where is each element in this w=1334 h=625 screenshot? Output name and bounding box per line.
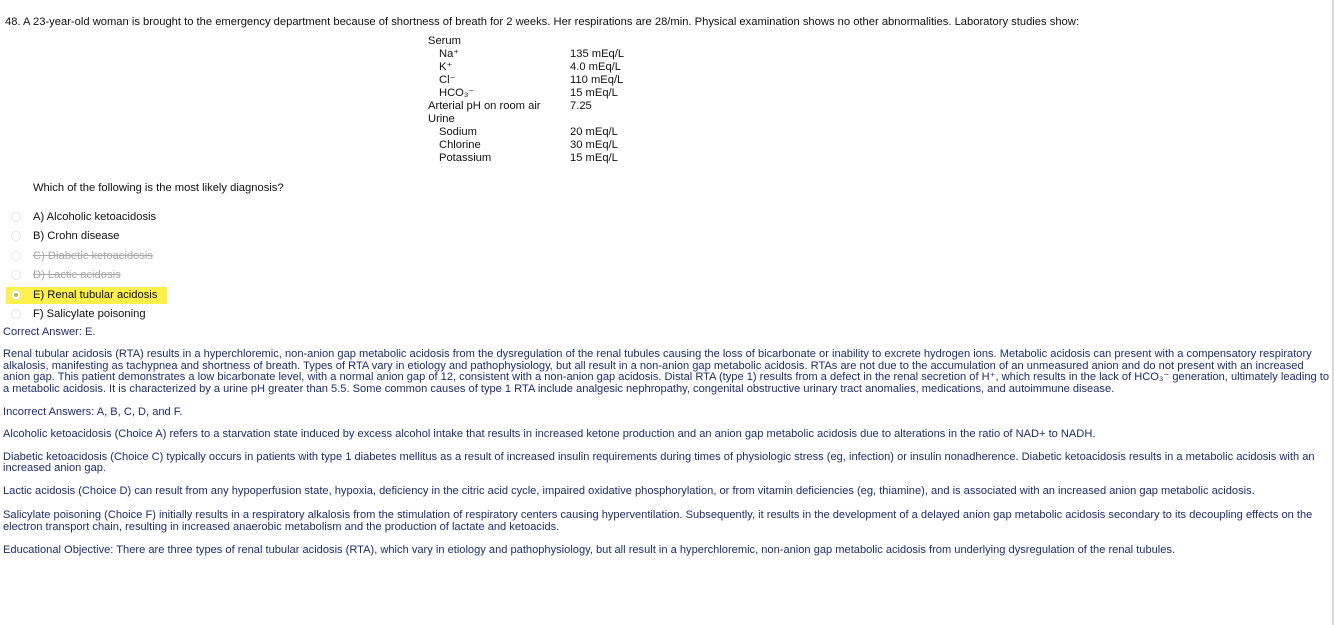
answer-choice[interactable] <box>0 287 200 306</box>
choice-a-explanation: Alcoholic ketoacidosis (Choice A) refers to a starvation state induced by excess alcohol intake that results in increased ketone production and an anion gap metabolic acidosis due to alterations in the ratio of NAD+ to NADH. <box>3 427 1096 440</box>
explanation-main: Renal tubular acidosis (RTA) results in a hyperchloremic, non-anion gap metabolic acidosis from the dysregulation of the renal tubules causing the loss of bicarbonate or inability to excrete hydrogen ions. Metabolic acidosis can present with a compensatory respiratory alkalosis, manifesting as tachypnea and shortness of breath. Types of RTA vary in etiology and pathophysiology, but all result in a non-anion gap metabolic acidosis. RTAs are not due to the accumulation of an unmeasured anion and do not present with an increased anion gap. This patient demonstrates a low bicarbonate level, with a normal anion gap of 12, consistent with a non-anion gap acidosis. Distal RTA (type 1) results from a defect in the renal secretion of H⁺, which results in the lack of HCO₃⁻ generation, ultimately leading to a metabolic acidosis. It is characterized by a urine pH greater than 5.5. Some common causes of type 1 RTA include analgesic nephropathy, congenital obstructive urinary tract anomalies, medications, and autoimmune disease. <box>3 347 1329 396</box>
choice-f-explanation: Salicylate poisoning (Choice F) initially results in a respiratory alkalosis from the stimulation of respiratory centers causing hyperventilation. Subsequently, it results in the development of a delayed anion gap metabolic acidosis secondary to its decoupling effects on the electron transport chain, resulting in increased anaerobic metabolism and the production of lactate and ketoacids. <box>3 508 1313 533</box>
lab-name: Sodium <box>439 126 477 138</box>
lab-name: Arterial pH on room air <box>428 100 541 112</box>
answer-choice[interactable] <box>0 267 200 286</box>
radio-button[interactable] <box>11 212 21 222</box>
lab-name: Urine <box>428 113 455 125</box>
choice-d-explanation: Lactic acidosis (Choice D) can result from any hypoperfusion state, hypoxia, deficiency in the citric acid cycle, impaired oxidative phosphorylation, or from vitamin deficiencies (eg, thiamine), and is associated with an increased anion gap metabolic acidosis. <box>3 485 1255 498</box>
correct-answer: Correct Answer: E. <box>3 326 96 338</box>
question-prompt: Which of the following is the most likely diagnosis? <box>33 182 284 194</box>
educational-objective: Educational Objective: There are three types of renal tubular acidosis (RTA), which vary in etiology and pathophysiology, but all result in a hyperchloremic, non-anion gap metabolic acidosis from underlying dysregulation of the renal tubules. <box>3 543 1176 556</box>
lab-name: Potassium <box>439 152 492 164</box>
lab-name: Cl⁻ <box>439 74 456 86</box>
lab-name: K⁺ <box>439 61 453 73</box>
lab-value: 30 mEq/L <box>570 139 618 151</box>
radio-button[interactable] <box>11 270 21 280</box>
lab-name: Na⁺ <box>439 48 460 60</box>
radio-button[interactable] <box>11 251 21 261</box>
choice-label: C) Diabetic ketoacidosis <box>33 249 154 262</box>
lab-name: HCO₃⁻ <box>439 87 475 99</box>
lab-value: 15 mEq/L <box>570 152 618 164</box>
choice-label: E) Renal tubular acidosis <box>33 288 158 301</box>
answer-choice[interactable] <box>0 209 200 228</box>
choice-label: A) Alcoholic ketoacidosis <box>33 211 157 223</box>
lab-value: 15 mEq/L <box>570 87 618 99</box>
choice-label: B) Crohn disease <box>33 230 120 243</box>
lab-value: 110 mEq/L <box>570 74 624 86</box>
lab-value: 20 mEq/L <box>570 126 618 138</box>
answer-choice[interactable] <box>0 248 200 267</box>
lab-value: 7.25 <box>570 100 592 112</box>
lab-name: Serum <box>428 35 461 47</box>
incorrect-answers: Incorrect Answers: A, B, C, D, and F. <box>3 405 183 418</box>
radio-button[interactable] <box>11 290 21 300</box>
answer-choice[interactable] <box>0 228 200 247</box>
lab-value: 4.0 mEq/L <box>570 61 621 73</box>
radio-button[interactable] <box>11 231 21 241</box>
question-stem: 48. A 23-year-old woman is brought to the emergency department because of shortness of breath for 2 weeks. Her respirations are 28/min. Physical examination shows no other abnormalities. Laboratory studies show: <box>5 16 1079 28</box>
lab-value: 135 mEq/L <box>570 48 625 60</box>
lab-name: Chlorine <box>439 139 481 151</box>
radio-button[interactable] <box>11 309 21 319</box>
choice-label: D) Lactic acidosis <box>33 269 121 282</box>
choice-c-explanation: Diabetic ketoacidosis (Choice C) typically occurs in patients with type 1 diabetes mellitus as a result of increased insulin requirements during times of physiologic stress (eg, infection) or insulin nonadherence. Diabetic ketoacidosis results in a metabolic acidosis with an increased anion gap. <box>3 450 1315 475</box>
choice-label: F) Salicylate poisoning <box>33 307 146 320</box>
answer-choice[interactable] <box>0 306 200 325</box>
explanation <box>3 327 1331 556</box>
answer-choices <box>0 209 200 325</box>
